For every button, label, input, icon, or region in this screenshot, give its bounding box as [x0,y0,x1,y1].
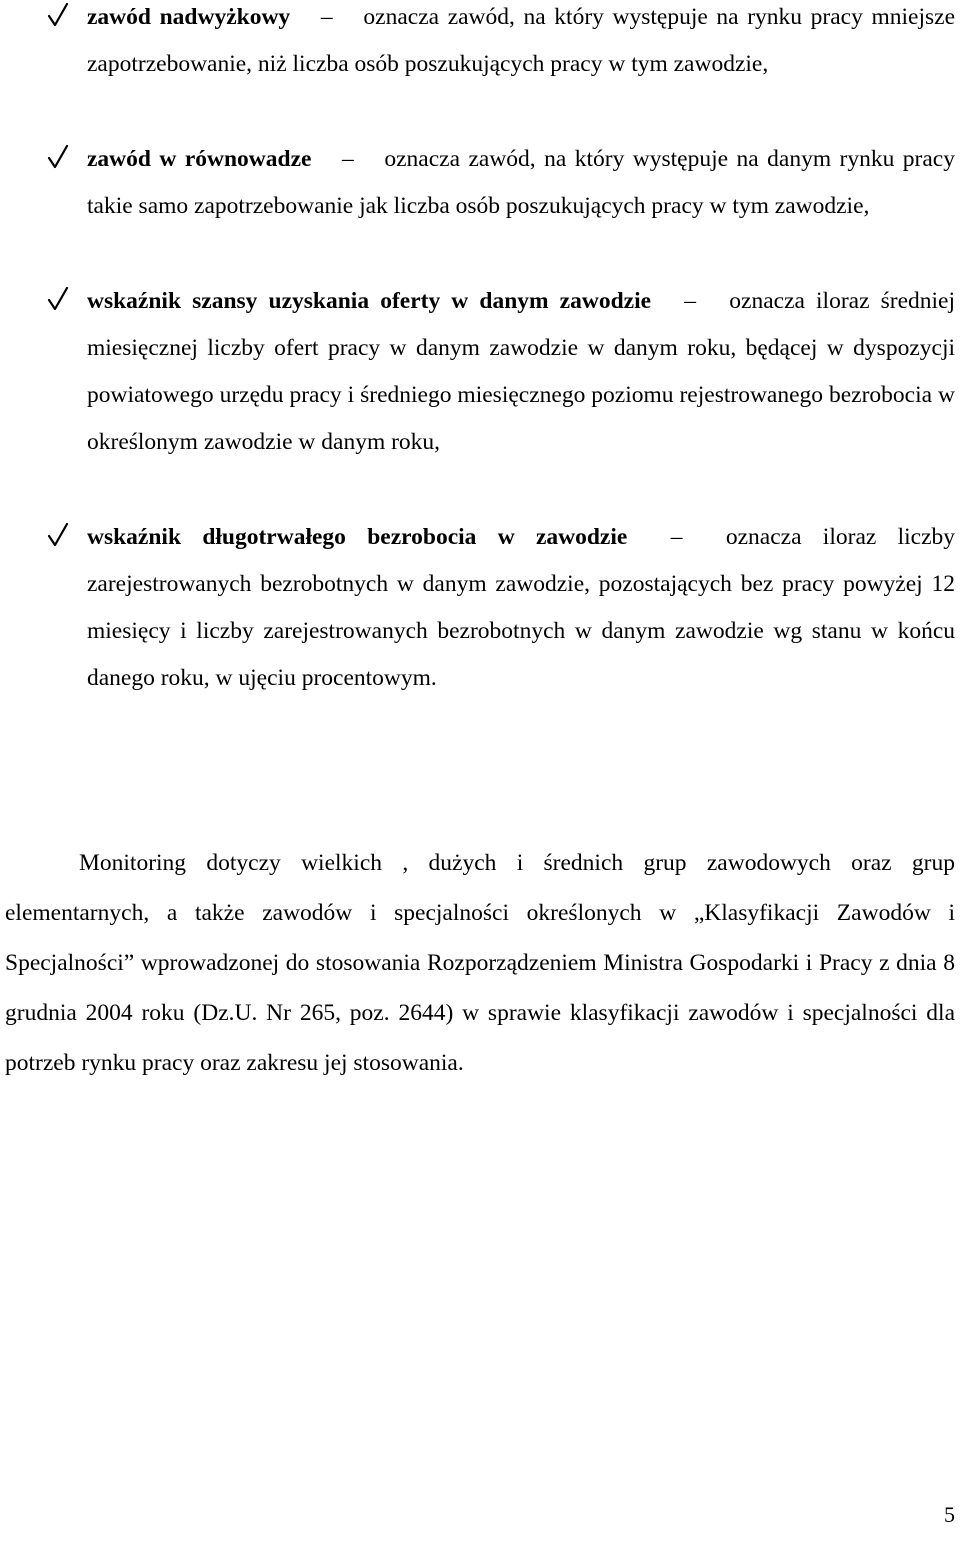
definition-text: oznacza iloraz liczby zarejestrowanych bezrobotnych w danym zawodzie, pozostających bez pracy powyżej 12 miesięcy i liczby zarejestrowanych bezrobotnych w danym zawodzie wg stanu w końcu danego roku, w ujęciu procentowym. [87,524,955,691]
definition-item [0,136,960,230]
definition-term: wskaźnik szansy uzyskania oferty w danym zawodzie [87,288,652,314]
definition-item [0,514,960,702]
definition-dash: – [320,4,333,30]
definition-term: zawód nadwyżkowy [87,4,291,30]
definition-text: oznacza zawód, na który występuje na rynku pracy mniejsze zapotrzebowanie, niż liczba osób poszukujących pracy w tym zawodzie, [87,4,955,77]
definition-dash: – [342,146,354,172]
check-icon [47,1,69,29]
definition-term: zawód w równowadze [87,146,312,172]
definition-item [0,278,960,466]
definition-item [0,0,960,88]
definition-list [0,0,960,750]
definition-dash: – [670,524,683,550]
definition-term: wskaźnik długotrwałego bezrobocia w zawodzie [87,524,628,550]
definition-dash: – [684,288,697,314]
check-icon [47,143,69,171]
definition-text: oznacza zawód, na który występuje na danym rynku pracy takie samo zapotrzebowanie jak liczba osób poszukujących pracy w tym zawodzie, [87,146,955,219]
definition-text: oznacza iloraz średniej miesięcznej liczby ofert pracy w danym zawodzie w danym roku, będącej w dyspozycji powiatowego urzędu pracy i średniego miesięcznego poziomu rejestrowanego bezrobocia w określonym zawodzie w danym roku, [87,288,956,455]
check-icon [47,521,69,549]
page-number: 5 [944,1502,955,1527]
summary-paragraph: Monitoring dotyczy wielkich , dużych i średnich grup zawodowych oraz grup elementarnych, a także zawodów i specjalności określonych w „Klasyfikacji Zawodów i Specjalności” wprowadzonej do stosowania Rozporządzeniem Ministra Gospodarki i Pracy z dnia 8 grudnia 2004 roku (Dz.U. Nr 265, poz. 2644) w sprawie klasyfikacji zawodów i specjalności dla potrzeb rynku pracy oraz zakresu jej stosowania. [5,850,955,1076]
check-icon [47,285,69,313]
